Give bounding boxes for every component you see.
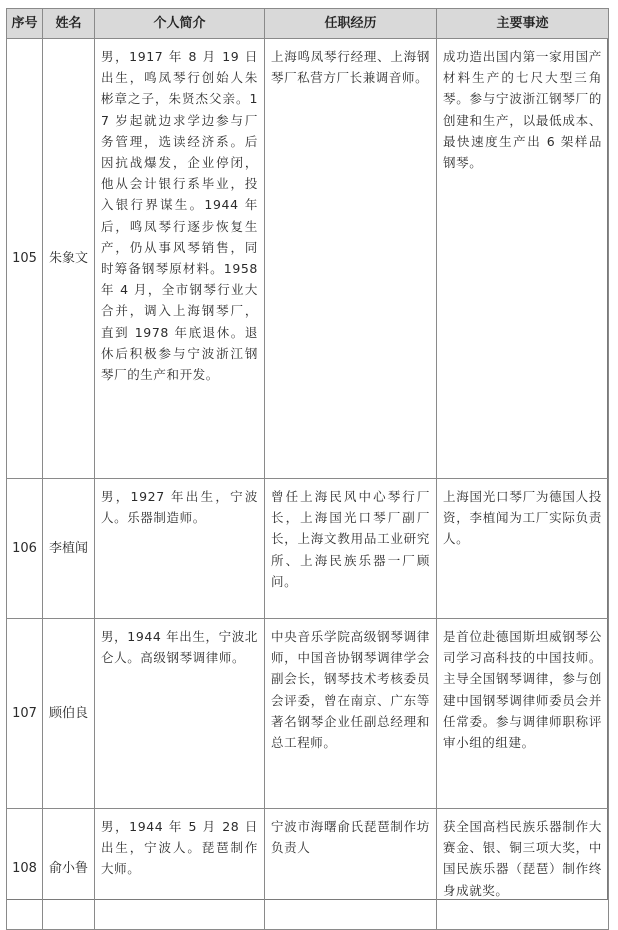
row-career: 曾任上海民风中心琴行厂长，上海国光口琴厂副厂长，上海文教用品工业研究所、上海民族乐器一厂顾问。 <box>265 479 437 619</box>
row-name: 李植闻 <box>43 479 95 619</box>
row-deeds: 上海国光口琴厂为德国人投资，李植闻为工厂实际负责人。 <box>437 479 609 619</box>
table-row <box>7 619 609 809</box>
row-intro: 男，1944 年出生，宁波北仑人。高级钢琴调律师。 <box>95 619 265 809</box>
row-career: 上海鸣凤琴行经理、上海钢琴厂私营方厂长兼调音师。 <box>265 39 437 479</box>
row-career: 宁波市海曙俞氏琵琶制作坊负责人 <box>265 809 437 930</box>
table-row <box>7 39 609 479</box>
header-career: 任职经历 <box>265 9 437 39</box>
row-intro: 男，1944 年 5 月 28 日出生，宁波人。琵琶制作大师。 <box>95 809 265 930</box>
row-intro: 男，1917 年 8 月 19 日出生，鸣凤琴行创始人朱彬章之子，朱贤杰父亲。17 岁起就边求学边参与厂务管理，选读经济系。后因抗战爆发，企业停闭，他从会计银行系毕业，投入银行界谋生。1944 年后，鸣凤琴行逐步恢复生产，仍从事风琴销售，同时筹备钢琴原材料。1958 年 4 月，全市钢琴行业大合并，调入上海钢琴厂，直到 1978 年底退休。退休后积极参与宁波浙江钢琴厂的生产和开发。 <box>95 39 265 479</box>
row-name: 朱象文 <box>43 39 95 479</box>
header-deeds: 主要事迹 <box>437 9 609 39</box>
row-seq: 106 <box>7 479 43 619</box>
table-row <box>7 479 609 619</box>
row-deeds: 是首位赴德国斯坦威钢琴公司学习高科技的中国技师。主导全国钢琴调律，参与创建中国钢琴调律师委员会并任常委。参与调律师职称评审小组的组建。 <box>437 619 609 809</box>
header-intro: 个人简介 <box>95 9 265 39</box>
row-intro: 男，1927 年出生，宁波人。乐器制造师。 <box>95 479 265 619</box>
row-career: 中央音乐学院高级钢琴调律师，中国音协钢琴调律学会副会长，钢琴技术考核委员会评委，曾在南京、广东等著名钢琴企业任副总经理和总工程师。 <box>265 619 437 809</box>
table-header-row <box>7 9 609 39</box>
table-row <box>7 809 609 930</box>
row-seq: 105 <box>7 39 43 479</box>
header-seq: 序号 <box>7 9 43 39</box>
header-name: 姓名 <box>43 9 95 39</box>
row-name: 顾伯良 <box>43 619 95 809</box>
row-seq: 107 <box>7 619 43 809</box>
row-name: 俞小鲁 <box>43 809 95 930</box>
row-deeds: 成功造出国内第一家用国产材料生产的七尺大型三角琴。参与宁波浙江钢琴厂的创建和生产，以最低成本、最快速度生产出 6 架样品钢琴。 <box>437 39 609 479</box>
biography-table <box>6 8 609 930</box>
row-seq: 108 <box>7 809 43 930</box>
row-deeds: 获全国高档民族乐器制作大赛金、银、铜三项大奖，中国民族乐器（琵琶）制作终身成就奖。 <box>437 809 609 930</box>
